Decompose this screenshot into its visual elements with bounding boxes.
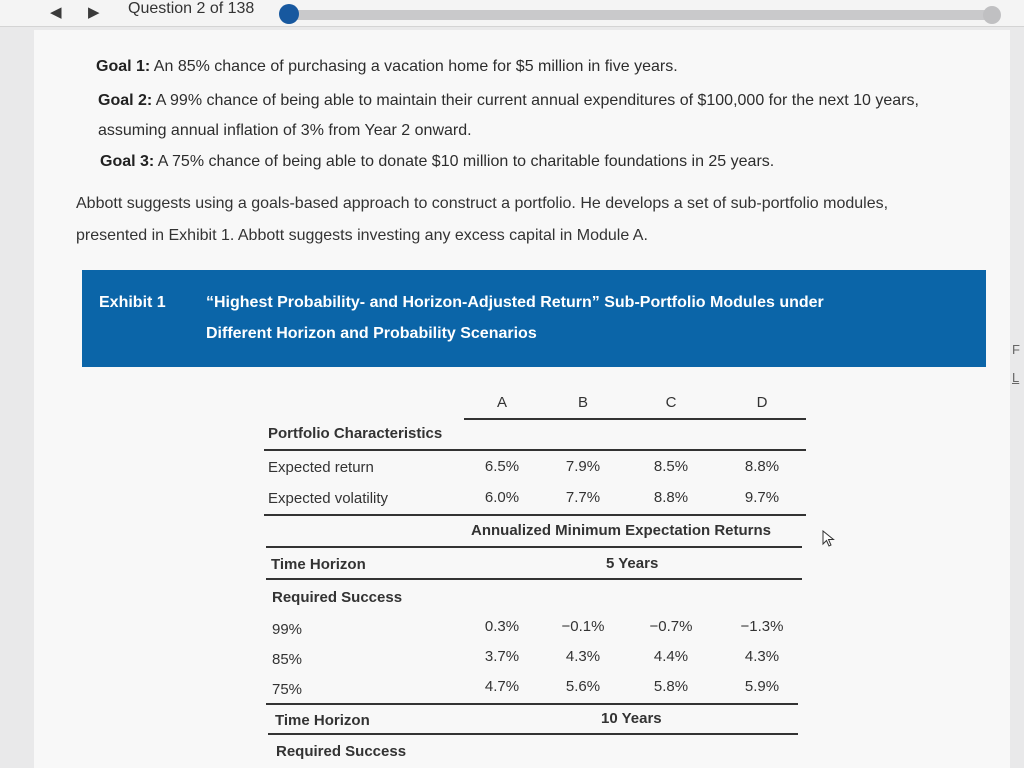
- table-cell: 5.9%: [744, 678, 780, 695]
- table-cell: 3.7%: [484, 648, 520, 665]
- horizon-10-years: 10 Years: [601, 710, 662, 727]
- column-header-c: C: [665, 394, 677, 411]
- goal-3: Goal 3: A 75% chance of being able to donate $10 million to charitable foundations in 25 years.: [100, 153, 775, 170]
- row-label-75: 75%: [272, 681, 303, 698]
- table-rule: [264, 514, 806, 516]
- table-rule: [266, 703, 798, 705]
- row-label-expected-volatility: Expected volatility: [268, 490, 389, 507]
- goal-1: Goal 1: An 85% chance of purchasing a vacation home for $5 million in five years.: [96, 58, 678, 75]
- table-cell: 4.4%: [653, 648, 689, 665]
- table-cell: 8.8%: [744, 458, 780, 475]
- table-cell: 4.7%: [484, 678, 520, 695]
- horizon-5-years: 5 Years: [606, 555, 659, 572]
- row-label-expected-return: Expected return: [268, 459, 374, 476]
- table-cell: −0.7%: [649, 618, 693, 635]
- table-rule: [264, 449, 806, 451]
- required-success-label: Required Success: [272, 589, 403, 606]
- exhibit-banner: [82, 270, 986, 367]
- goal-2-continued: assuming annual inflation of 3% from Year 2 onward.: [98, 122, 472, 139]
- table-rule: [266, 578, 802, 580]
- time-horizon-label-2: Time Horizon: [275, 712, 370, 729]
- table-rule: [266, 546, 802, 548]
- progress-end-cap: [983, 6, 1001, 24]
- table-cell: 9.7%: [744, 489, 780, 506]
- edge-letter[interactable]: L: [1012, 370, 1020, 385]
- table-cell: 7.7%: [565, 489, 601, 506]
- table-cell: −1.3%: [740, 618, 784, 635]
- goal-2: Goal 2: A 99% chance of being able to maintain their current annual expenditures of $100,000 for the next 10 years,: [98, 92, 919, 109]
- table-rule: [268, 733, 798, 735]
- table-cell: 4.3%: [744, 648, 780, 665]
- column-header-b: B: [577, 394, 588, 411]
- table-cell: 5.8%: [653, 678, 689, 695]
- paragraph-line-2: presented in Exhibit 1. Abbott suggests investing any excess capital in Module A.: [76, 227, 648, 244]
- table-cell: 6.5%: [484, 458, 520, 475]
- paragraph-line-1: Abbott suggests using a goals-based approach to construct a portfolio. He develops a set of sub-portfolio modules,: [76, 195, 889, 212]
- previous-arrow-icon[interactable]: ◀: [50, 4, 62, 21]
- progress-knob[interactable]: [279, 4, 299, 24]
- section-portfolio-characteristics: Portfolio Characteristics: [268, 425, 443, 442]
- subheader-minimum-expectation-returns: Annualized Minimum Expectation Returns: [471, 522, 772, 539]
- table-cell: −0.1%: [561, 618, 605, 635]
- mouse-cursor-icon: [822, 530, 836, 548]
- table-cell: 6.0%: [484, 489, 520, 506]
- time-horizon-label: Time Horizon: [271, 556, 366, 573]
- table-cell: 8.5%: [653, 458, 689, 475]
- row-label-85: 85%: [272, 651, 303, 668]
- exhibit-title-line-1: “Highest Probability- and Horizon-Adjusted Return” Sub-Portfolio Modules under: [206, 294, 824, 311]
- table-cell: 8.8%: [653, 489, 689, 506]
- column-header-d: D: [756, 394, 768, 411]
- table-cell: 0.3%: [484, 618, 520, 635]
- required-success-label-2: Required Success: [276, 743, 407, 760]
- exhibit-title-line-2: Different Horizon and Probability Scenarios: [206, 325, 537, 342]
- table-cell: 7.9%: [565, 458, 601, 475]
- row-label-99: 99%: [272, 621, 303, 638]
- edge-letter: F: [1012, 342, 1020, 357]
- table-cell: 5.6%: [565, 678, 601, 695]
- question-nav-bar: [0, 0, 1024, 27]
- table-cell: 4.3%: [565, 648, 601, 665]
- next-arrow-icon[interactable]: ▶: [88, 4, 100, 21]
- progress-bar[interactable]: [285, 10, 997, 20]
- exhibit-label: Exhibit 1: [99, 294, 166, 311]
- table-rule: [464, 418, 806, 420]
- column-header-a: A: [496, 394, 507, 411]
- question-counter: Question 2 of 138: [128, 0, 255, 17]
